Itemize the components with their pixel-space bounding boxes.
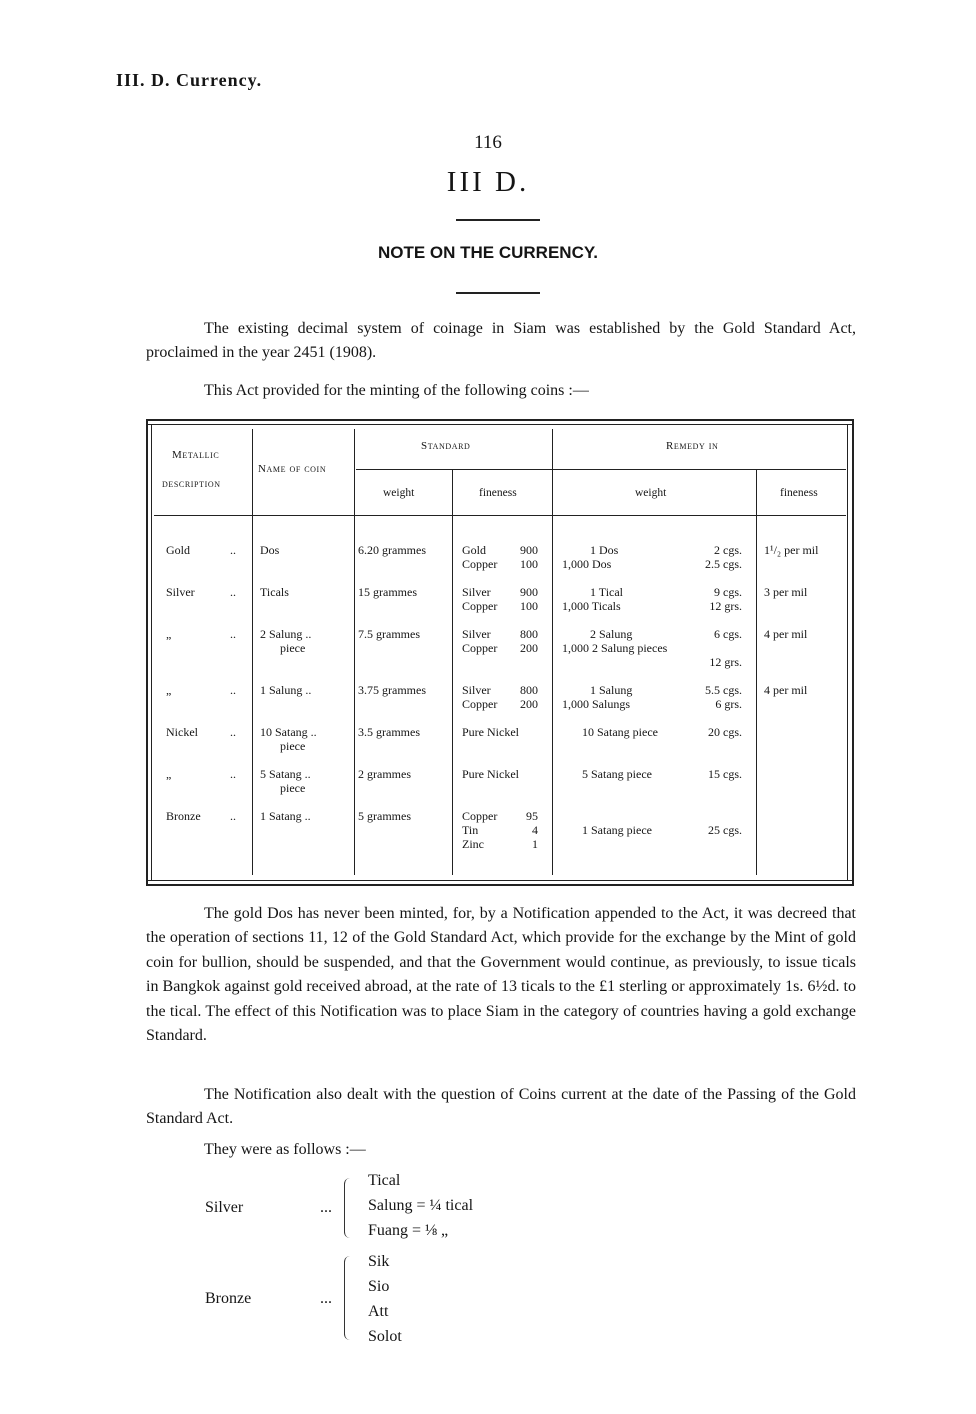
cell-metal-dots: .. xyxy=(230,683,236,697)
paragraph-notification: The Notification also dealt with the question of Coins current at the date of the Passing of the Gold Standard Act. xyxy=(146,1086,856,1128)
header-sub-rule xyxy=(356,469,846,470)
header-std-weight: weight xyxy=(383,487,415,499)
running-header: III. D. Currency. xyxy=(116,70,263,90)
header-bottom-rule xyxy=(154,515,846,516)
cell-std-weight: 2 grammes xyxy=(358,767,411,781)
silver-item: Tical xyxy=(368,1172,401,1189)
cell-remedy-weight: 10 Satang piece xyxy=(582,725,658,739)
cell-remedy-amount: 12 grs. xyxy=(709,599,742,613)
cell-remedy-weight: 1 Dos xyxy=(590,543,619,557)
cell-metal: „ xyxy=(166,627,172,641)
paragraph-gold-dos: The gold Dos has never been minted, for, by a Notification appended to the Act, it was decreed that the operation of sections 11, 12 of the Gold Standard Act, which provide for the exchange by the Mint of gold coin for bullion, should be suspended, and that the Government would continue, as previously, to issue ticals in Bangkok against gold received abroad, at the rate of 13 ticals to the £1 sterling or approximately 1s. 6½d. to the tical. The effect of this Notification was to place Siam in the category of countries having a gold exchange Standard. xyxy=(146,905,856,1045)
cell-coin: Ticals xyxy=(260,585,289,599)
table-rule-right-1 xyxy=(847,424,848,881)
cell-fineness-metal: Copper xyxy=(462,557,498,571)
cell-fineness-metal: Tin xyxy=(462,823,479,837)
section-number: III D. xyxy=(446,166,530,198)
paragraph-intro: The existing decimal system of coinage in Siam was established by the Gold Standard Act, proclaimed in the year 2451 (1908). xyxy=(146,320,856,362)
table-rule-left-2 xyxy=(151,424,152,881)
cell-remedy-weight: 2 Salung xyxy=(590,627,633,641)
cell-std-weight: 3.75 grammes xyxy=(358,683,426,697)
cell-fineness-value: 900 xyxy=(520,585,538,599)
bronze-item: Solot xyxy=(368,1328,402,1345)
table-rule-bottom-1 xyxy=(146,880,854,881)
cell-std-weight: 3.5 grammes xyxy=(358,725,420,739)
cell-metal-dots: .. xyxy=(230,767,236,781)
cell-remedy-amount: 5.5 cgs. xyxy=(705,683,742,697)
silver-item: Salung = ¼ tical xyxy=(368,1197,474,1214)
table-rule-top-2 xyxy=(146,424,854,425)
cell-fineness-metal: Silver xyxy=(462,627,491,641)
divider-bottom xyxy=(456,292,540,294)
header-standard: Standard xyxy=(421,440,471,452)
cell-remedy-fineness: 4 per mil xyxy=(764,627,808,641)
header-std-fineness: fineness xyxy=(479,487,517,499)
cell-remedy-amount: 9 cgs. xyxy=(714,585,742,599)
cell-remedy-amount: 25 cgs. xyxy=(708,823,742,837)
cell-coin-piece: piece xyxy=(280,739,306,753)
page-title: NOTE ON THE CURRENCY. xyxy=(377,243,599,262)
cell-coin: Dos xyxy=(260,543,280,557)
cell-metal: Bronze xyxy=(166,809,201,823)
cell-coin-piece: piece xyxy=(280,781,306,795)
bronze-bracket xyxy=(344,1256,351,1340)
cell-std-weight: 15 grammes xyxy=(358,585,417,599)
cell-coin-piece: piece xyxy=(280,641,306,655)
cell-fineness-metal: Silver xyxy=(462,683,491,697)
cell-remedy-amount: 2 cgs. xyxy=(714,543,742,557)
header-description: description xyxy=(162,478,221,490)
cell-std-weight: 5 grammes xyxy=(358,809,411,823)
cell-std-weight: 7.5 grammes xyxy=(358,627,420,641)
cell-metal-dots: .. xyxy=(230,809,236,823)
cell-fineness: Pure Nickel xyxy=(462,767,519,781)
cell-fineness-value: 800 xyxy=(520,683,538,697)
cell-remedy-weight: 1,000 Dos xyxy=(562,557,612,571)
silver-dots: ... xyxy=(320,1199,332,1216)
cell-metal: „ xyxy=(166,683,172,697)
col-sep-1 xyxy=(252,429,253,875)
cell-fineness-value: 200 xyxy=(520,641,538,655)
divider-top xyxy=(456,219,540,221)
col-sep-4 xyxy=(552,429,553,875)
cell-remedy-weight: 1,000 Ticals xyxy=(562,599,621,613)
cell-remedy-amount: 6 cgs. xyxy=(714,627,742,641)
coin-table xyxy=(146,419,854,887)
header-metallic: Metallic xyxy=(172,449,220,461)
cell-metal-dots: .. xyxy=(230,725,236,739)
silver-item: Fuang = ⅛ „ xyxy=(368,1222,449,1239)
cell-fineness-value: 1 xyxy=(532,837,538,851)
cell-metal-dots: .. xyxy=(230,585,236,599)
cell-remedy-weight: 1,000 Salungs xyxy=(562,697,631,711)
cell-remedy-weight: 1 Tical xyxy=(590,585,624,599)
bronze-label: Bronze xyxy=(205,1290,252,1307)
table-rule-top-1 xyxy=(146,419,854,421)
cell-remedy-amount: 15 cgs. xyxy=(708,767,742,781)
cell-fineness-metal: Copper xyxy=(462,641,498,655)
cell-metal: Gold xyxy=(166,543,190,557)
cell-fineness-metal: Gold xyxy=(462,543,486,557)
cell-remedy-amount: 6 grs. xyxy=(715,697,742,711)
cell-remedy-weight: 1 Satang piece xyxy=(582,823,652,837)
cell-remedy-amount: 12 grs. xyxy=(709,655,742,669)
cell-remedy-fineness: 3 per mil xyxy=(764,585,808,599)
cell-coin: 10 Satang .. xyxy=(260,725,317,739)
cell-remedy-amount: 2.5 cgs. xyxy=(705,557,742,571)
cell-metal: Nickel xyxy=(166,725,198,739)
page-number: 116 xyxy=(474,132,502,153)
cell-coin: 1 Satang .. xyxy=(260,809,311,823)
cell-remedy-fineness: 4 per mil xyxy=(764,683,808,697)
silver-label: Silver xyxy=(205,1199,244,1216)
cell-remedy-weight: 5 Satang piece xyxy=(582,767,652,781)
cell-fineness-metal: Copper xyxy=(462,599,498,613)
bronze-item: Sik xyxy=(368,1253,390,1270)
cell-coin: 5 Satang .. xyxy=(260,767,311,781)
cell-fineness-metal: Copper xyxy=(462,697,498,711)
cell-remedy-weight: 1,000 2 Salung pieces xyxy=(562,641,668,655)
cell-fineness-value: 4 xyxy=(532,823,538,837)
table-rule-right-2 xyxy=(852,419,854,886)
bronze-item: Att xyxy=(368,1303,389,1320)
table-rule-left-1 xyxy=(146,419,148,886)
header-name-of-coin: Name of coin xyxy=(258,463,327,475)
silver-bracket xyxy=(344,1178,351,1238)
bronze-dots: ... xyxy=(320,1290,332,1307)
cell-fineness-value: 95 xyxy=(526,809,538,823)
header-rem-fineness: fineness xyxy=(780,487,818,499)
cell-remedy-weight: 1 Salung xyxy=(590,683,633,697)
cell-fineness-value: 900 xyxy=(520,543,538,557)
col-sep-2 xyxy=(354,429,355,875)
cell-fineness-value: 200 xyxy=(520,697,538,711)
cell-metal-dots: .. xyxy=(230,627,236,641)
cell-fineness-metal: Silver xyxy=(462,585,491,599)
cell-coin: 2 Salung .. xyxy=(260,627,312,641)
cell-remedy-fineness: 1¹/₂ per mil xyxy=(764,543,819,557)
cell-fineness: Pure Nickel xyxy=(462,725,519,739)
cell-fineness-value: 100 xyxy=(520,599,538,613)
cell-coin: 1 Salung .. xyxy=(260,683,312,697)
cell-metal-dots: .. xyxy=(230,543,236,557)
cell-fineness-value: 100 xyxy=(520,557,538,571)
table-rule-bottom-2 xyxy=(146,884,854,886)
bronze-item: Sio xyxy=(368,1278,390,1295)
paragraph-act: This Act provided for the minting of the following coins :— xyxy=(204,382,589,399)
cell-fineness-metal: Copper xyxy=(462,809,498,823)
cell-std-weight: 6.20 grammes xyxy=(358,543,426,557)
col-sep-5 xyxy=(756,469,757,875)
cell-fineness-metal: Zinc xyxy=(462,837,484,851)
header-remedy-in: Remedy in xyxy=(666,440,719,452)
cell-metal: Silver xyxy=(166,585,195,599)
paragraph-as-follows: They were as follows :— xyxy=(204,1141,366,1158)
cell-remedy-amount: 20 cgs. xyxy=(708,725,742,739)
cell-metal: „ xyxy=(166,767,172,781)
header-rem-weight: weight xyxy=(635,487,667,499)
cell-fineness-value: 800 xyxy=(520,627,538,641)
col-sep-3 xyxy=(452,469,453,875)
